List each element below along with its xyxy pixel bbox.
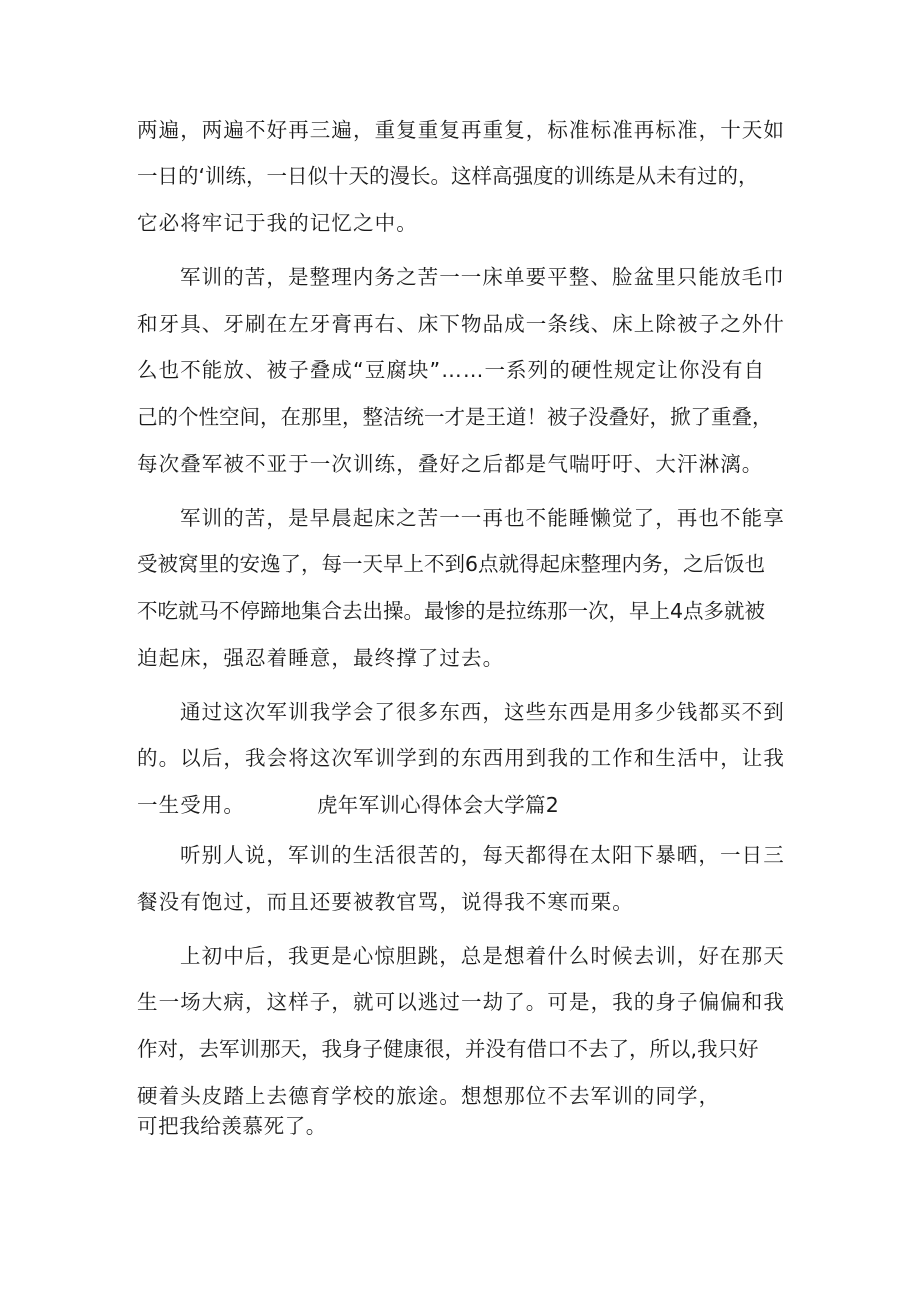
text-line-19: 生一场大病，这样子，就可以逃过一劫了。可是，我的身子偏偏和我 (137, 990, 785, 1014)
text-line-1: 两遍，两遍不好再三遍，重复重复再重复，标准标准再标准，十天如 (137, 118, 785, 142)
text-line-10: 受被窝里的安逸了，每一天早上不到6点就得起床整理内务，之后饭也 (137, 552, 766, 576)
text-line-3: 它必将牢记于我的记忆之中。 (137, 211, 418, 235)
section-title: 虎年军训心得体会大学篇2 (317, 793, 560, 817)
text-line-14: 的。以后，我会将这次军训学到的东西用到我的工作和生活中，让我 (137, 746, 785, 770)
text-line-22: 可把我给羡慕死了。 (137, 1114, 327, 1138)
text-line-8: 每次叠军被不亚于一次训练，叠好之后都是气喘吁吁、大汗淋漓。 (137, 452, 764, 476)
text-line-16: 听别人说，军训的生活很苦的，每天都得在太阳下暴晒，一日三 (180, 843, 785, 867)
text-line-6: 么也不能放、被子叠成“豆腐块”……一系列的硬性规定让你没有自 (137, 358, 766, 382)
text-line-13: 通过这次军训我学会了很多东西，这些东西是用多少钱都买不到 (180, 700, 785, 724)
text-line-2: 一日的‘训练，一日似十天的漫长。这样高强度的训练是从未有过的， (137, 164, 759, 188)
text-line-9: 军训的苦，是早晨起床之苦一一再也不能睡懒觉了，再也不能享 (180, 506, 785, 530)
text-line-5: 和牙具、牙刷在左牙膏再右、床下物品成一条线、床上除被子之外什 (137, 312, 785, 336)
closing-text: 一生受用。 (137, 793, 245, 817)
text-line-7: 己的个性空间，在那里，整洁统一才是王道！被子没叠好，掀了重叠， (137, 405, 773, 429)
text-line-17: 餐没有饱过，而且还要被教官骂，说得我不寒而栗。 (137, 890, 634, 914)
text-line-4: 军训的苦，是整理内务之苦一一床单要平整、脸盆里只能放毛巾 (180, 265, 785, 289)
text-line-15 (137, 792, 559, 818)
text-line-21: 硬着头皮踏上去德育学校的旅途。想想那位不去军训的同学， (137, 1084, 721, 1108)
text-line-12: 迫起床，强忍着睡意，最终撑了过去。 (137, 646, 505, 670)
text-line-11: 不吃就马不停蹄地集合去出操。最惨的是拉练那一次，早上4点多就被 (137, 599, 766, 623)
text-line-18: 上初中后，我更是心惊胆跳，总是想着什么时候去训，好在那天 (180, 944, 785, 968)
text-line-20: 作对，去军训那天，我身子健康很，并没有借口不去了，所以,我只好 (137, 1037, 759, 1061)
